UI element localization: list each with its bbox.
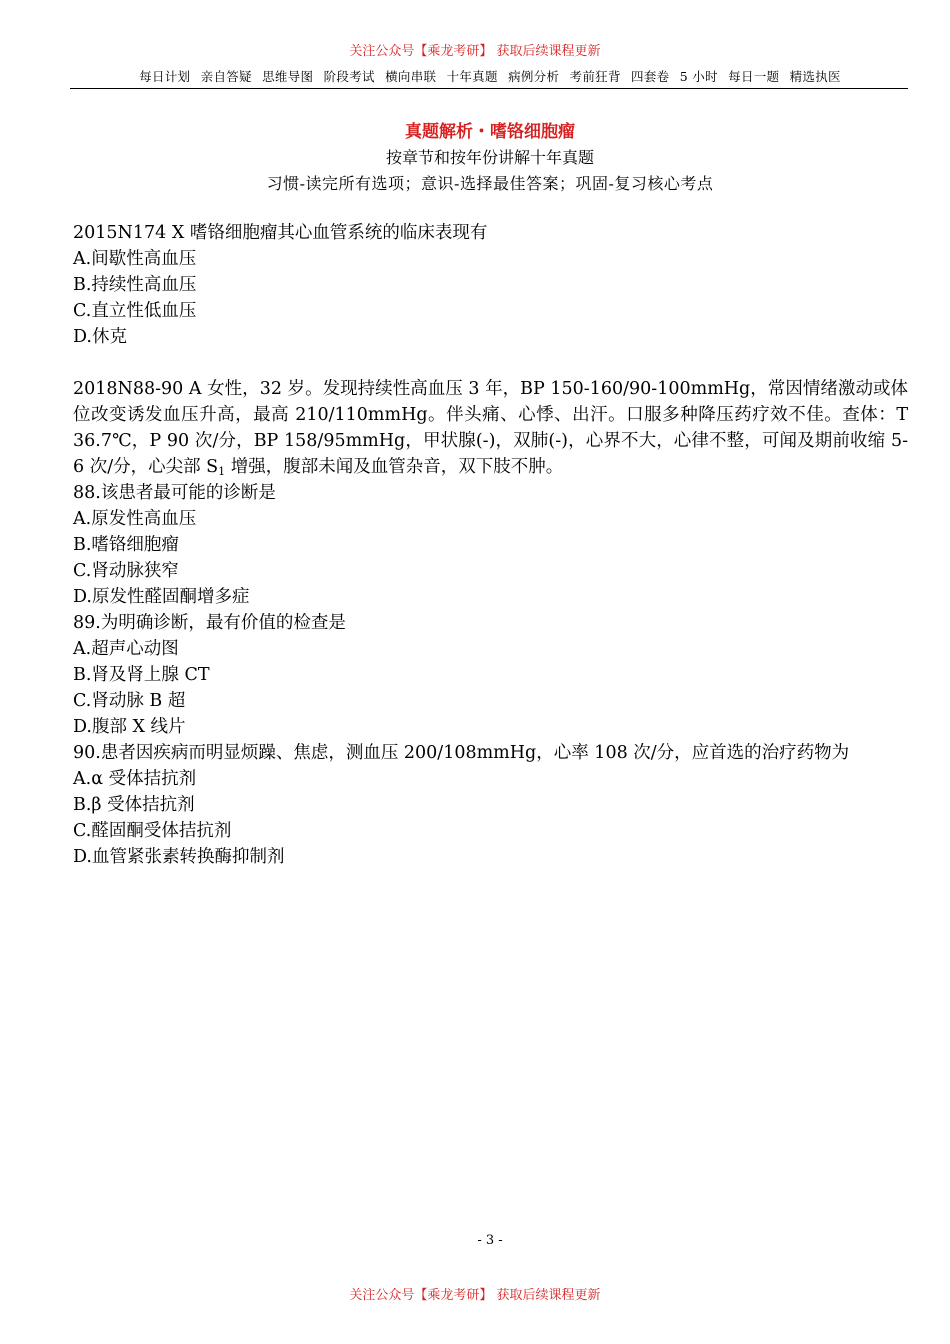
case-description (73, 376, 908, 480)
header-divider (70, 88, 908, 89)
answer-option: D.原发性醛固酮增多症 (73, 587, 250, 607)
case-text: 2018N88-90 A 女性，32 岁。发现持续性高血压 3 年，BP 150-160/90-100mmHg，常因情绪激动或体位改变诱发血压升高，最高 210/110mmHg。伴头痛、心悸、出汗。口服多种降压药疗效不佳。查体：T 36.7℃，P 90 次/分，BP 158/95mmHg，甲状腺(-)，双肺(-)，心界不大，心律不整，可闻及期前收缩 5-6 次/分，心尖部 S (73, 379, 908, 477)
page-subtitle: 按章节和按年份讲解十年真题 (385, 148, 594, 167)
nav-item: 每日一题 (728, 69, 780, 84)
page-title: 真题解析・嗜铬细胞瘤 (405, 122, 575, 142)
question-stem: 88.该患者最可能的诊断是 (73, 483, 276, 503)
answer-option: A.α 受体拮抗剂 (73, 769, 197, 789)
answer-option: B.嗜铬细胞瘤 (73, 535, 179, 555)
nav-item: 每日计划 (139, 69, 191, 84)
answer-option: A.超声心动图 (73, 639, 179, 659)
answer-option: D.腹部 X 线片 (73, 717, 186, 737)
page-motto: 习惯-读完所有选项；意识-选择最佳答案；巩固-复习核心考点 (266, 174, 714, 193)
answer-option: C.肾动脉 B 超 (73, 691, 186, 711)
case-text: 增强，腹部未闻及血管杂音，双下肢不肿。 (225, 457, 564, 477)
nav-item: 病例分析 (508, 69, 560, 84)
answer-option: B.持续性高血压 (73, 275, 197, 295)
answer-option: D.血管紧张素转换酶抑制剂 (73, 847, 285, 867)
footer-promo-text: 关注公众号【乘龙考研】 获取后续课程更新 (349, 1288, 601, 1303)
question-stem: 89.为明确诊断，最有价值的检查是 (73, 613, 346, 633)
nav-item: 四套卷 (631, 69, 670, 84)
answer-option: A.间歇性高血压 (73, 249, 197, 269)
question-stem: 2015N174 X 嗜铬细胞瘤其心血管系统的临床表现有 (73, 223, 488, 243)
page-number: - 3 - (477, 1233, 503, 1248)
answer-option: C.肾动脉狭窄 (73, 561, 179, 581)
answer-option: B.肾及肾上腺 CT (73, 665, 210, 685)
answer-option: A.原发性高血压 (73, 509, 197, 529)
answer-option: C.醛固酮受体拮抗剂 (73, 821, 232, 841)
answer-option: D.休克 (73, 327, 127, 347)
case-subscript: 1 (218, 465, 226, 478)
nav-item: 精选执医 (789, 69, 841, 84)
question-stem: 90.患者因疾病而明显烦躁、焦虑，测血压 200/108mmHg，心率 108 次/分，应首选的治疗药物为 (73, 743, 850, 763)
nav-item: 十年真题 (446, 69, 498, 84)
answer-option: C.直立性低血压 (73, 301, 197, 321)
nav-item: 考前狂背 (569, 69, 621, 84)
nav-item: 亲自答疑 (200, 69, 252, 84)
nav-item: 阶段考试 (323, 69, 375, 84)
nav-item: 思维导图 (262, 69, 314, 84)
paragraph-gap (73, 350, 908, 376)
answer-option: B.β 受体拮抗剂 (73, 795, 195, 815)
nav-item: 横向串联 (385, 69, 437, 84)
document-body (73, 220, 908, 870)
nav-item: 5 小时 (679, 69, 718, 84)
header-nav (0, 67, 950, 85)
header-promo-text: 关注公众号【乘龙考研】 获取后续课程更新 (349, 44, 601, 59)
